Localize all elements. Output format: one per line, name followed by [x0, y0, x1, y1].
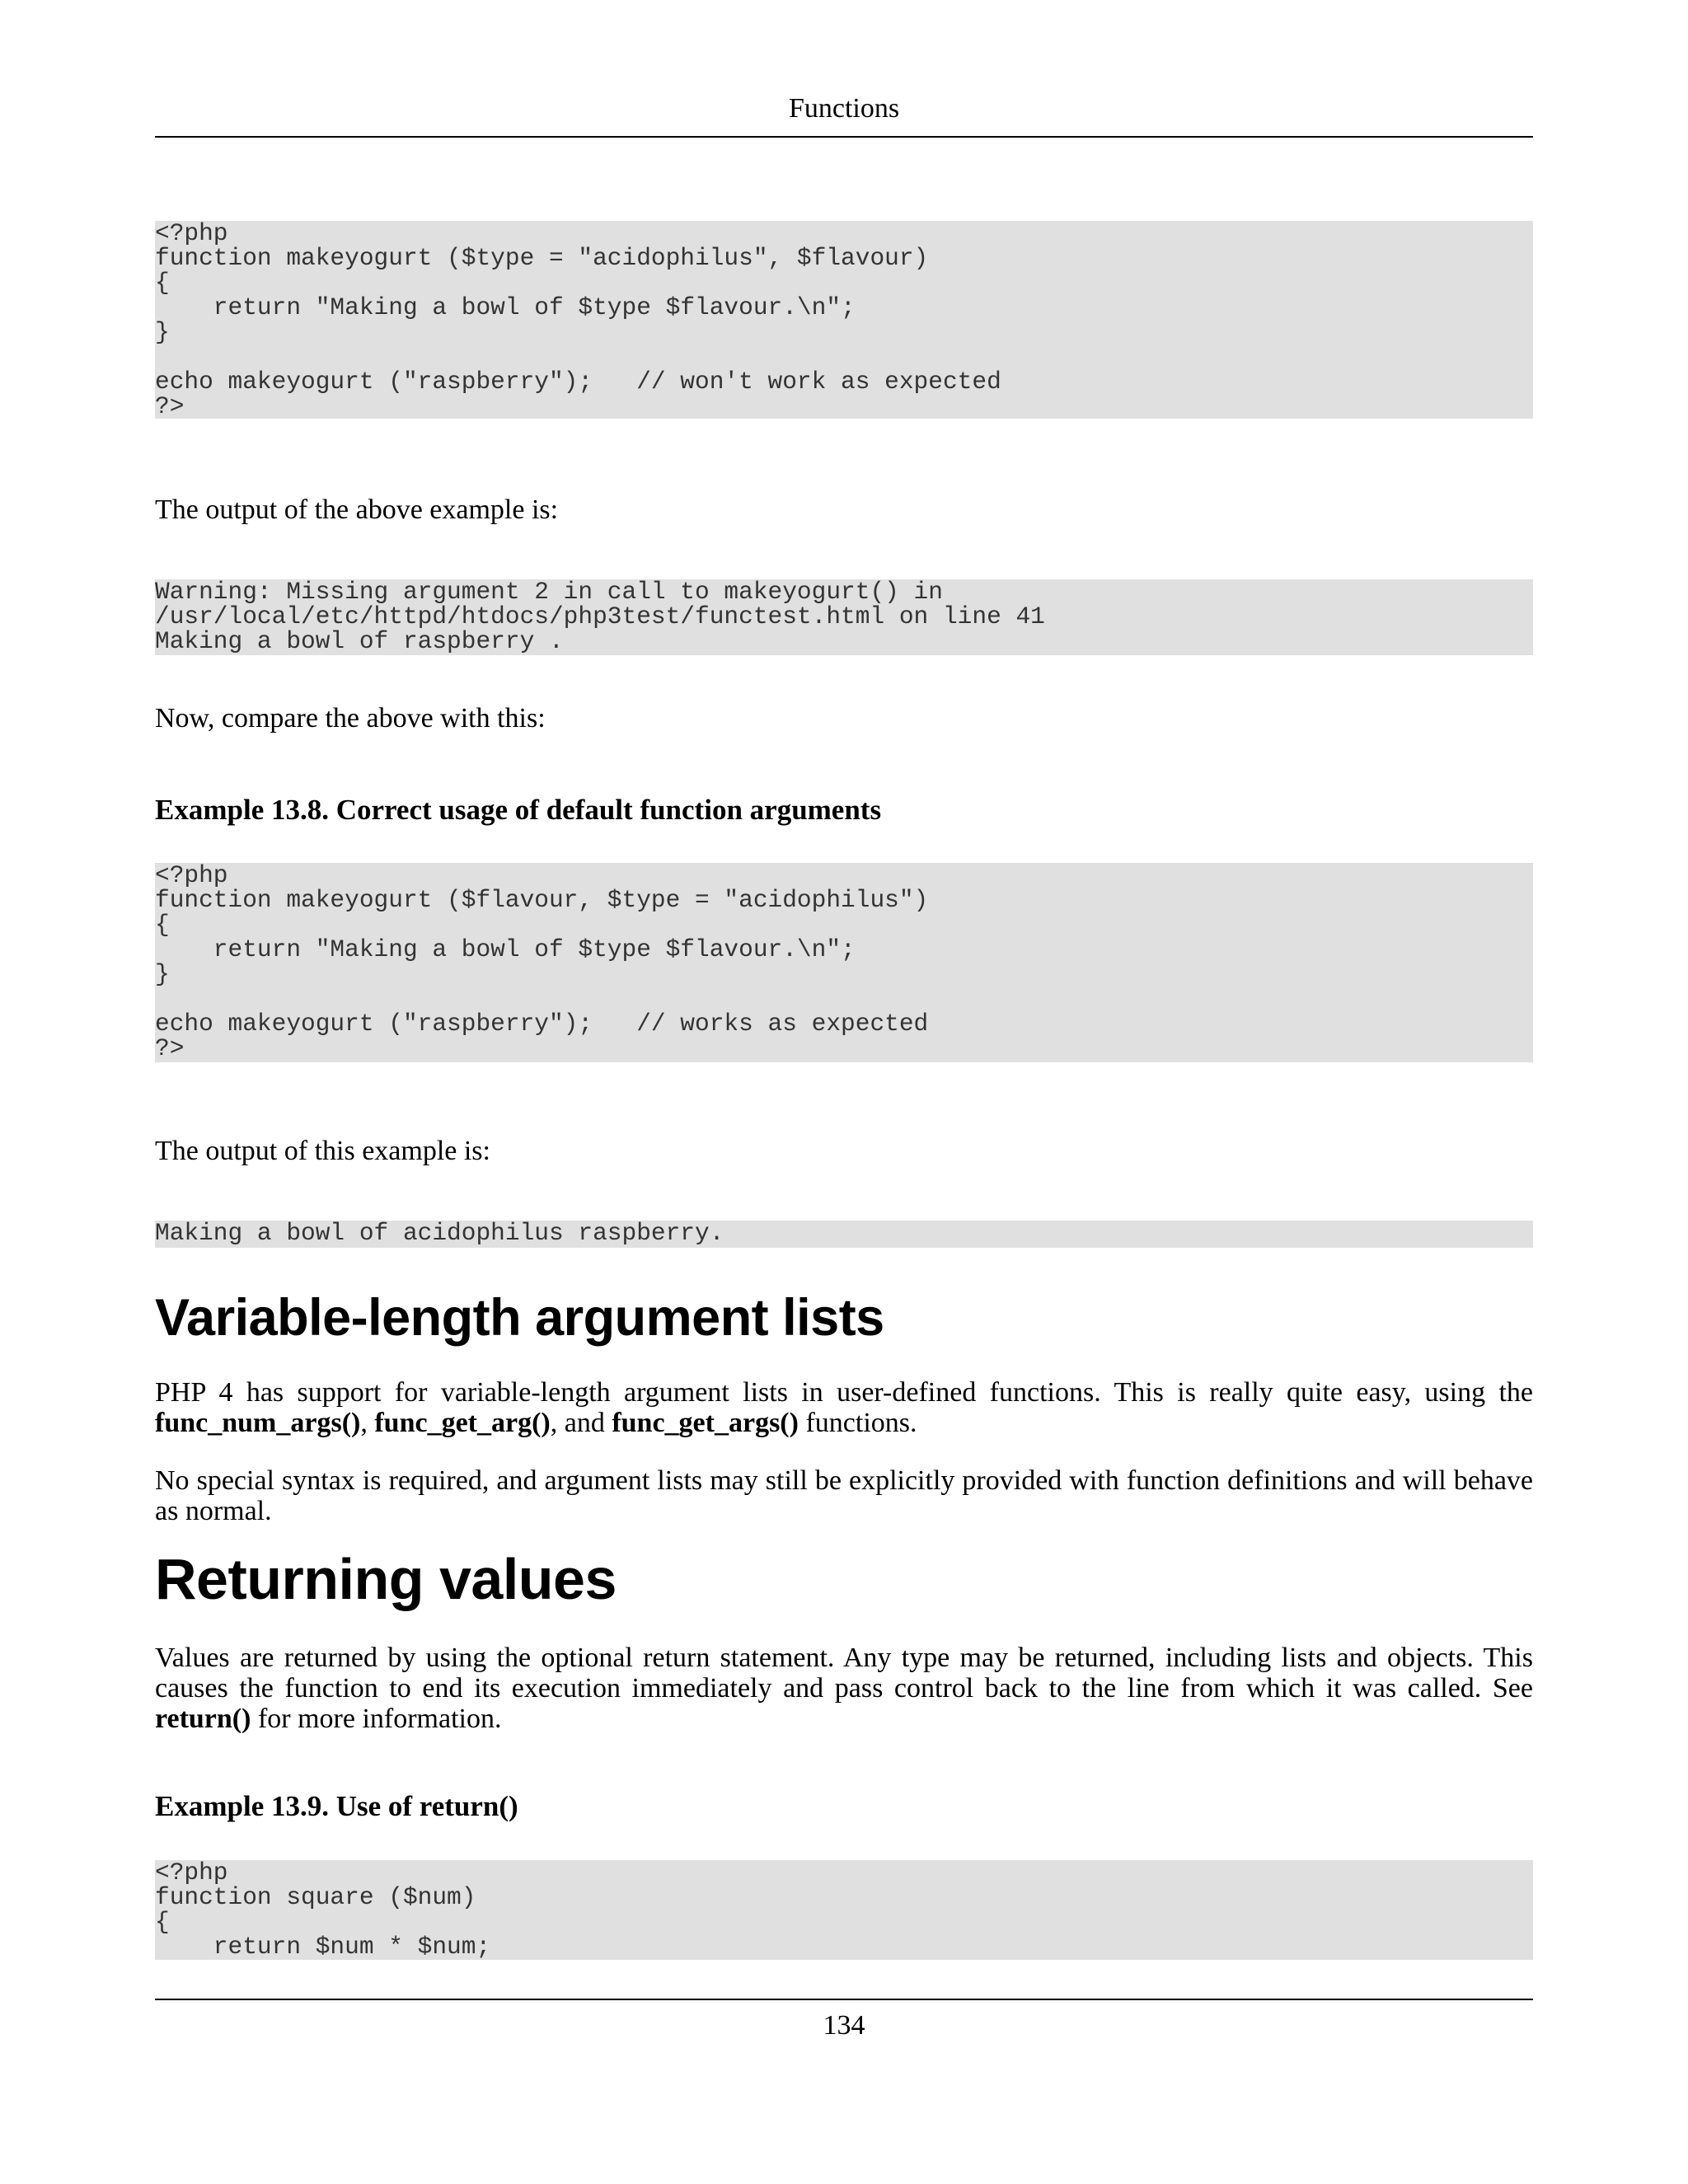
- output-line: Warning: Missing argument 2 in call to makeyogurt() in: [155, 579, 943, 606]
- code-line: {: [155, 1908, 170, 1936]
- code-line: return $num * $num;: [155, 1933, 491, 1960]
- returning-values-paragraph: [155, 1643, 1533, 1734]
- code-line: <?php: [155, 1860, 228, 1886]
- example-13-9-title: Example 13.9. Use of return(): [155, 1790, 518, 1822]
- code-line: {: [155, 269, 170, 297]
- code-line: [155, 987, 1533, 1011]
- function-name: func_get_args(): [612, 1408, 799, 1438]
- paragraph-text: PHP 4 has support for variable-length argument lists in user-defined functions. This is really quite easy, using the: [155, 1377, 1533, 1408]
- compare-text: Now, compare the above with this:: [155, 703, 546, 733]
- code-line: function square ($num): [155, 1883, 476, 1911]
- code-block-return-example: [155, 1860, 1533, 1960]
- example-13-8-title: Example 13.8. Correct usage of default function arguments: [155, 794, 882, 826]
- code-line: echo makeyogurt ("raspberry"); // works as expected: [155, 1010, 929, 1038]
- section-heading-variable-length: Variable-length argument lists: [155, 1289, 884, 1347]
- header-rule: [155, 136, 1533, 138]
- code-line: ?>: [155, 392, 185, 419]
- paragraph-text: for more information.: [251, 1704, 502, 1734]
- code-line: <?php: [155, 863, 228, 889]
- code-line: return "Making a bowl of $type $flavour.\n";: [155, 293, 856, 321]
- code-line: ?>: [155, 1034, 185, 1062]
- code-line: <?php: [155, 221, 228, 247]
- paragraph-text: Values are returned by using the optional return statement. Any type may be returned, including lists and objects. This causes the function to end its execution immediately and pass control back to the line from which it was called. See: [155, 1643, 1533, 1704]
- section-heading-returning-values: Returning values: [155, 1547, 617, 1611]
- output-line: Making a bowl of raspberry .: [155, 627, 564, 655]
- function-name: func_get_arg(): [374, 1408, 551, 1438]
- paragraph-text: functions.: [798, 1408, 917, 1438]
- code-line: return "Making a bowl of $type $flavour.\n";: [155, 935, 856, 963]
- page-number: 134: [823, 2010, 865, 2041]
- output-intro-text: The output of the above example is:: [155, 494, 559, 525]
- code-block-correct-defaults: [155, 863, 1533, 1062]
- output-intro-text-2: The output of this example is:: [155, 1136, 490, 1166]
- code-line: }: [155, 318, 170, 346]
- function-name: return(): [155, 1704, 251, 1734]
- code-line: function makeyogurt ($type = "acidophilus", $flavour): [155, 244, 929, 272]
- variable-length-paragraph-1: [155, 1377, 1533, 1438]
- code-line: [155, 344, 1533, 369]
- code-block-incorrect-defaults: [155, 221, 1533, 419]
- code-line: {: [155, 911, 170, 939]
- output-block-correct: [155, 1221, 1533, 1248]
- code-line: }: [155, 960, 170, 988]
- function-name: func_num_args(): [155, 1408, 361, 1438]
- paragraph-text: , and: [550, 1408, 612, 1438]
- running-header: Functions: [788, 93, 900, 124]
- output-line: Making a bowl of acidophilus raspberry.: [155, 1221, 724, 1247]
- output-block-warning: [155, 579, 1533, 655]
- code-line: echo makeyogurt ("raspberry"); // won't work as expected: [155, 368, 1001, 396]
- code-line: function makeyogurt ($flavour, $type = "acidophilus"): [155, 886, 929, 914]
- paragraph-text: ,: [360, 1408, 375, 1438]
- output-line: /usr/local/etc/httpd/htdocs/php3test/functest.html on line 41: [155, 602, 1045, 630]
- variable-length-paragraph-2: No special syntax is required, and argument lists may still be explicitly provided with function definitions and will behave as normal.: [155, 1465, 1533, 1526]
- footer-rule: [155, 1999, 1533, 2000]
